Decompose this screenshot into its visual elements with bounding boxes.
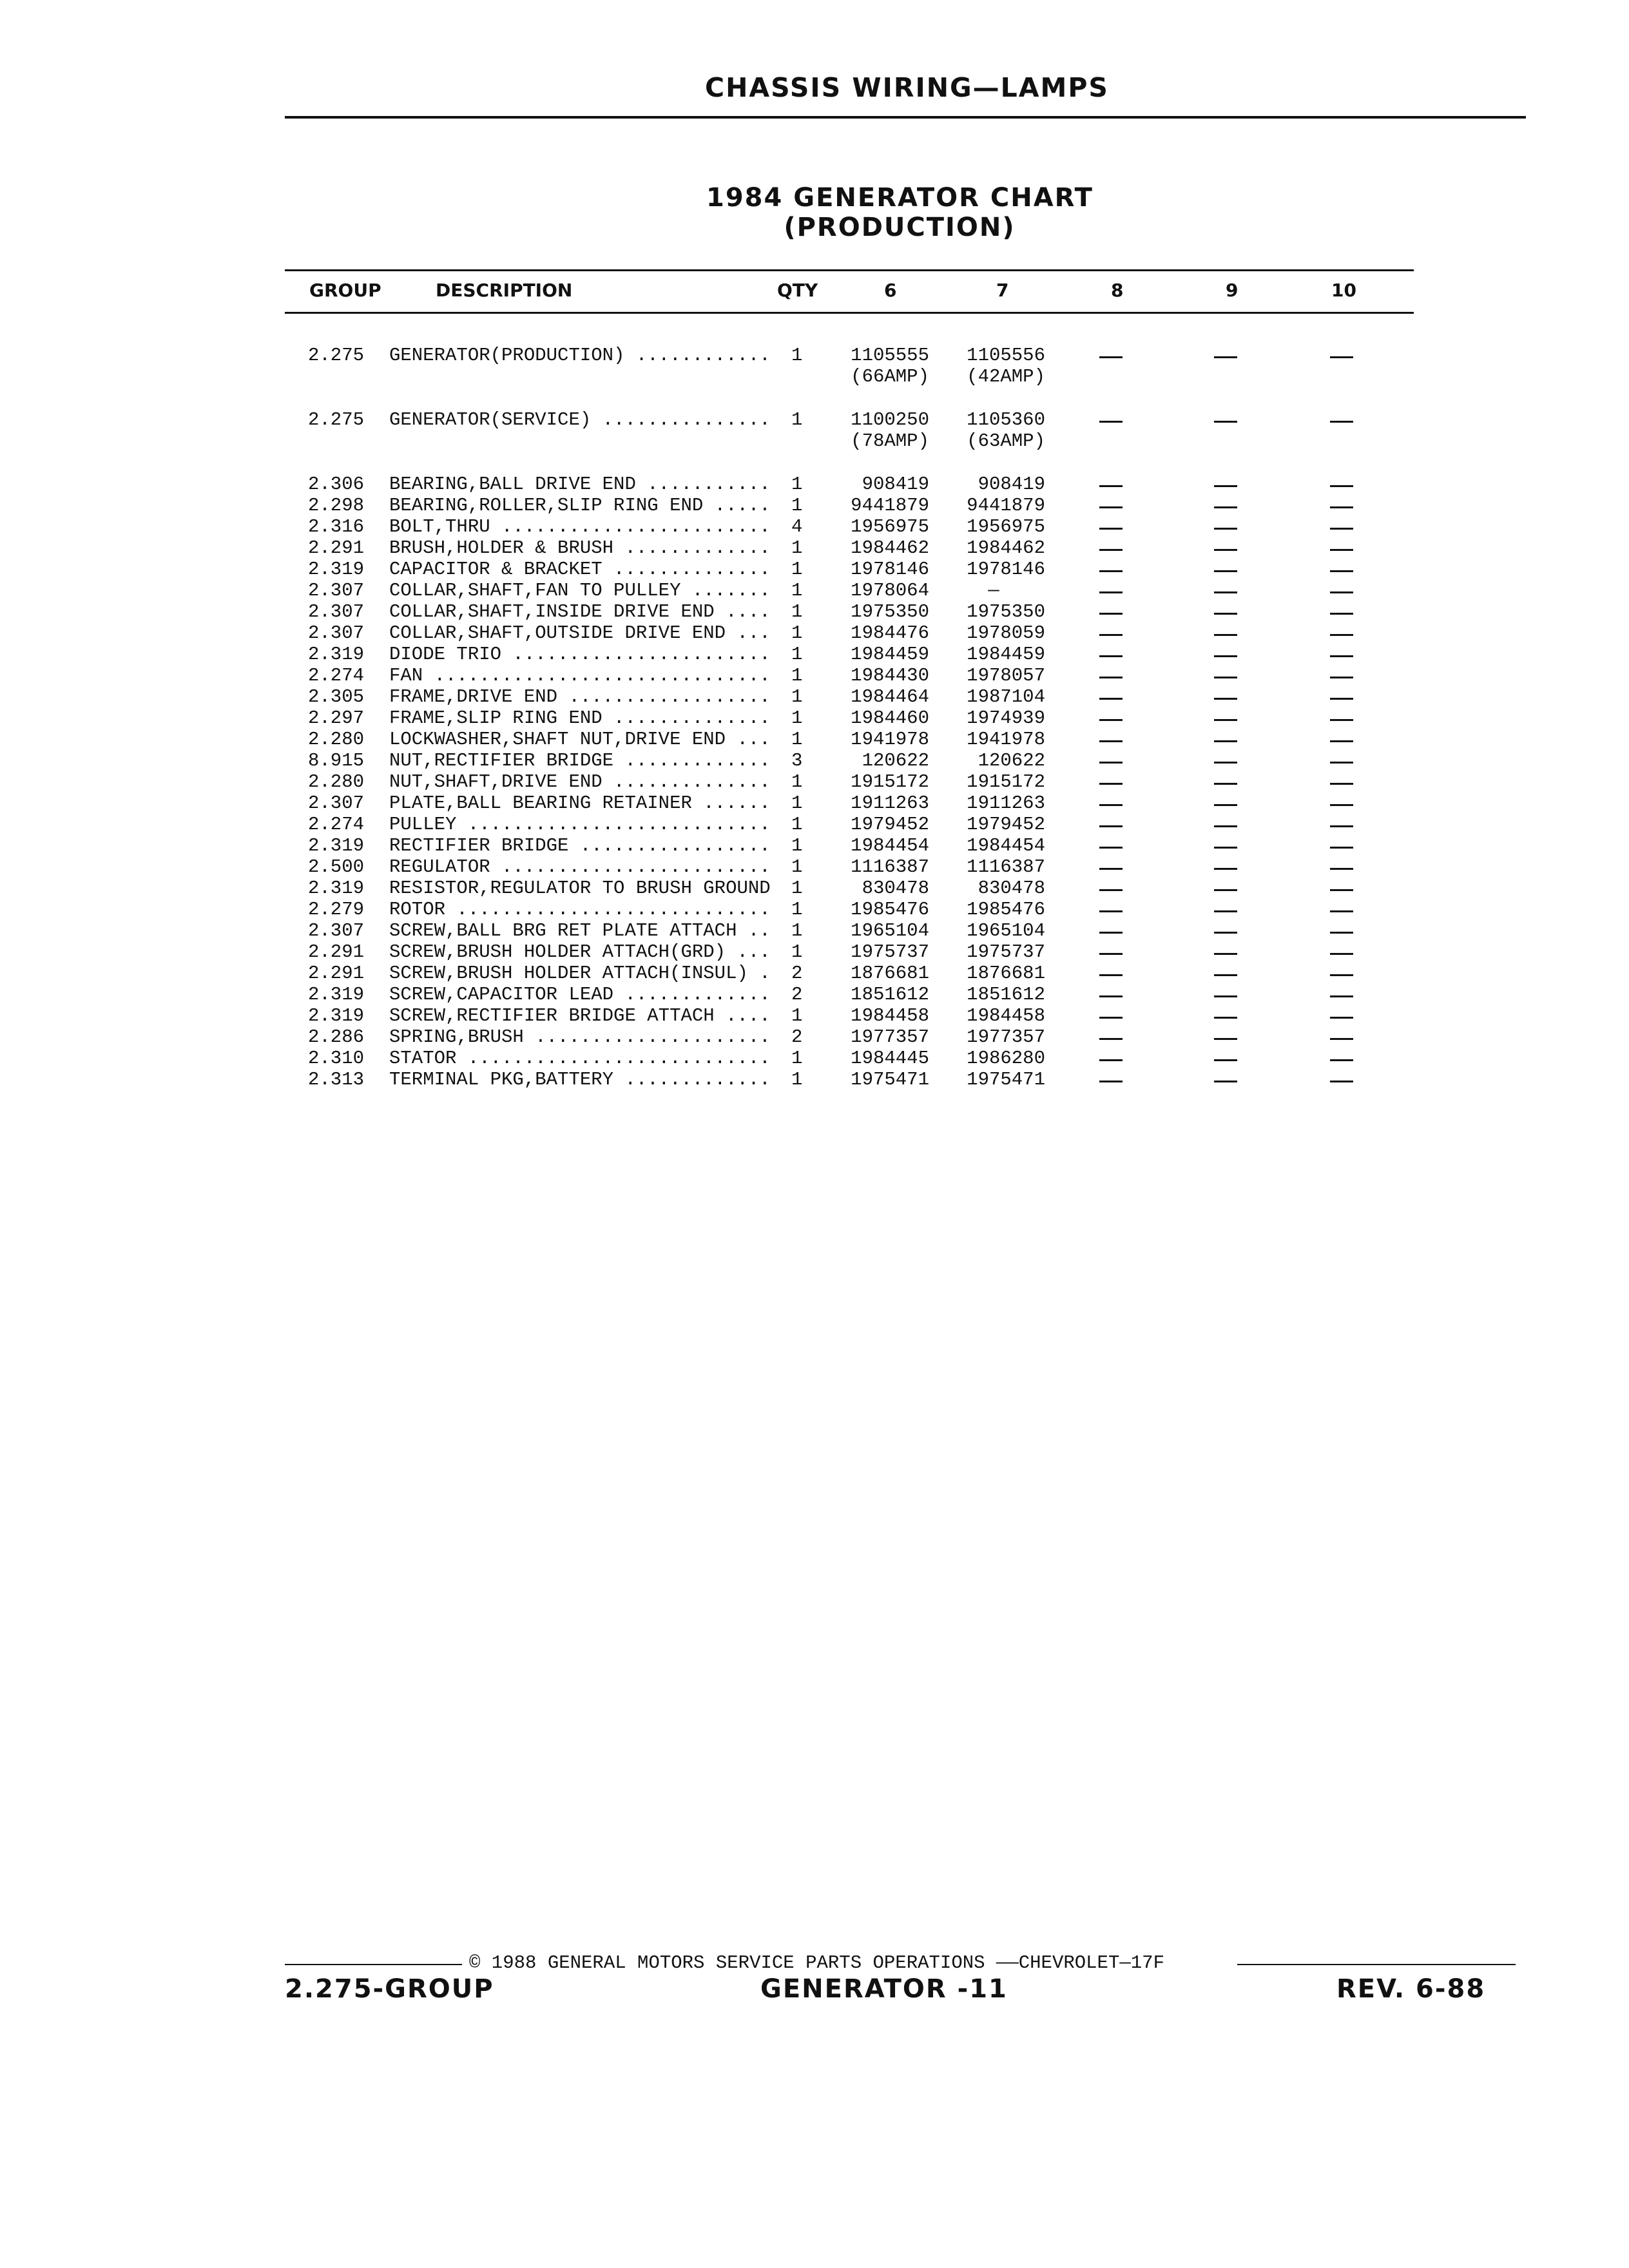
cell-col8-dash	[1099, 634, 1123, 636]
table-header-top-rule	[285, 269, 1414, 271]
cell-col8-dash	[1099, 932, 1123, 934]
cell-col6: 908419	[862, 474, 929, 495]
cell-qty: 1	[791, 1005, 803, 1026]
cell-col6: 1984462	[851, 537, 929, 559]
cell-col10-dash	[1330, 804, 1353, 806]
cell-col6: 1851612	[851, 984, 929, 1005]
cell-col10-dash	[1330, 783, 1353, 785]
cell-col10-dash	[1330, 356, 1353, 358]
cell-group: 2.313	[308, 1069, 365, 1090]
cell-col10-dash	[1330, 889, 1353, 891]
footer-rule-left	[285, 1964, 462, 1965]
cell-col6: 1978064	[851, 580, 929, 601]
table-header-bottom-rule	[285, 312, 1414, 314]
cell-group: 2.275	[308, 409, 365, 430]
cell-col7: 1851612	[967, 984, 1045, 1005]
cell-group: 2.291	[308, 941, 365, 963]
cell-col7: 1105360	[967, 409, 1045, 430]
cell-col9-dash	[1214, 570, 1237, 572]
cell-col8-dash	[1099, 868, 1123, 870]
cell-col9-dash	[1214, 783, 1237, 785]
cell-col7: 908419	[978, 474, 1045, 495]
cell-col7: 1956975	[967, 516, 1045, 537]
cell-col9-dash	[1214, 356, 1237, 358]
cell-col8-dash	[1099, 698, 1123, 700]
cell-col6: 1876681	[851, 963, 929, 984]
cell-group: 2.307	[308, 580, 365, 601]
cell-col7: 1979452	[967, 814, 1045, 835]
cell-col7: 1978057	[967, 665, 1045, 686]
cell-group: 2.500	[308, 856, 365, 878]
cell-col10-dash	[1330, 485, 1353, 487]
cell-col7: 1965104	[967, 920, 1045, 941]
column-header-7: 7	[996, 280, 1009, 301]
cell-col10-dash	[1330, 995, 1353, 997]
cell-col8-dash	[1099, 847, 1123, 849]
cell-col6: 1965104	[851, 920, 929, 941]
cell-col9-dash	[1214, 549, 1237, 551]
cell-group: 2.274	[308, 814, 365, 835]
cell-qty: 1	[791, 835, 803, 856]
cell-col8-dash	[1099, 570, 1123, 572]
cell-description: GENERATOR(PRODUCTION) ............	[389, 345, 771, 366]
cell-col10-dash	[1330, 591, 1353, 593]
cell-col7: 1116387	[967, 856, 1045, 878]
cell-qty: 1	[791, 409, 803, 430]
cell-group: 2.291	[308, 537, 365, 559]
cell-col9-dash	[1214, 634, 1237, 636]
cell-col6-note: (78AMP)	[851, 430, 929, 452]
cell-col6: 1975350	[851, 601, 929, 622]
cell-qty: 1	[791, 495, 803, 516]
cell-qty: 2	[791, 1026, 803, 1048]
cell-group: 2.291	[308, 963, 365, 984]
cell-col10-dash	[1330, 974, 1353, 976]
cell-group: 2.298	[308, 495, 365, 516]
cell-col8-dash	[1099, 1081, 1123, 1082]
cell-col7: 1941978	[967, 729, 1045, 750]
cell-col10-dash	[1330, 698, 1353, 700]
cell-col7: 9441879	[967, 495, 1045, 516]
cell-group: 2.275	[308, 345, 365, 366]
cell-col7-note: (42AMP)	[967, 366, 1045, 387]
cell-description: SCREW,RECTIFIER BRIDGE ATTACH ....	[389, 1005, 771, 1026]
cell-group: 2.319	[308, 984, 365, 1005]
cell-col9-dash	[1214, 932, 1237, 934]
cell-col8-dash	[1099, 974, 1123, 976]
cell-col10-dash	[1330, 1081, 1353, 1082]
cell-col7: 1975471	[967, 1069, 1045, 1090]
column-header-description: DESCRIPTION	[436, 280, 573, 301]
cell-description: BEARING,BALL DRIVE END ...........	[389, 474, 771, 495]
cell-col7: 1985476	[967, 899, 1045, 920]
footer-revision: REV. 6-88	[1336, 1974, 1486, 2004]
cell-group: 2.319	[308, 644, 365, 665]
cell-col9-dash	[1214, 995, 1237, 997]
cell-description: LOCKWASHER,SHAFT NUT,DRIVE END ...	[389, 729, 771, 750]
cell-col6: 1979452	[851, 814, 929, 835]
cell-description: SCREW,CAPACITOR LEAD .............	[389, 984, 771, 1005]
section-title: CHASSIS WIRING—LAMPS	[705, 72, 1109, 103]
cell-col6: 1941978	[851, 729, 929, 750]
top-rule	[285, 116, 1526, 119]
cell-description: BRUSH,HOLDER & BRUSH .............	[389, 537, 771, 559]
cell-col10-dash	[1330, 549, 1353, 551]
cell-col10-dash	[1330, 953, 1353, 955]
cell-col6: 1977357	[851, 1026, 929, 1048]
cell-col7: 1915172	[967, 771, 1045, 793]
cell-col6: 120622	[862, 750, 929, 771]
footer-group-label: 2.275-GROUP	[285, 1974, 494, 2004]
cell-col8-dash	[1099, 762, 1123, 764]
cell-col10-dash	[1330, 528, 1353, 530]
cell-col10-dash	[1330, 1059, 1353, 1061]
cell-col8-dash	[1099, 485, 1123, 487]
cell-col9-dash	[1214, 974, 1237, 976]
cell-qty: 1	[791, 920, 803, 941]
cell-col8-dash	[1099, 655, 1123, 657]
cell-group: 2.279	[308, 899, 365, 920]
cell-col8-dash	[1099, 995, 1123, 997]
cell-group: 2.307	[308, 793, 365, 814]
cell-qty: 1	[791, 729, 803, 750]
cell-qty: 1	[791, 814, 803, 835]
cell-description: RESISTOR,REGULATOR TO BRUSH GROUND	[389, 878, 771, 899]
cell-col9-dash	[1214, 868, 1237, 870]
cell-col8-dash	[1099, 677, 1123, 678]
cell-col10-dash	[1330, 868, 1353, 870]
cell-qty: 2	[791, 963, 803, 984]
cell-col7: 1975737	[967, 941, 1045, 963]
cell-col9-dash	[1214, 889, 1237, 891]
cell-col8-dash	[1099, 719, 1123, 721]
cell-col6: 1984464	[851, 686, 929, 707]
cell-col8-dash	[1099, 889, 1123, 891]
cell-col9-dash	[1214, 804, 1237, 806]
cell-qty: 1	[791, 941, 803, 963]
column-header-qty: QTY	[777, 280, 818, 301]
cell-col10-dash	[1330, 762, 1353, 764]
cell-qty: 1	[791, 771, 803, 793]
cell-col8-dash	[1099, 825, 1123, 827]
cell-col9-dash	[1214, 677, 1237, 678]
cell-col7: 1984454	[967, 835, 1045, 856]
cell-col8-dash	[1099, 591, 1123, 593]
cell-col6: 1984445	[851, 1048, 929, 1069]
column-header-10: 10	[1331, 280, 1356, 301]
cell-group: 2.306	[308, 474, 365, 495]
cell-description: GENERATOR(SERVICE) ...............	[389, 409, 771, 430]
cell-col10-dash	[1330, 506, 1353, 508]
cell-qty: 4	[791, 516, 803, 537]
cell-col8-dash	[1099, 1038, 1123, 1040]
cell-col9-dash	[1214, 655, 1237, 657]
cell-col8-dash	[1099, 740, 1123, 742]
cell-description: PLATE,BALL BEARING RETAINER ......	[389, 793, 771, 814]
cell-col7: 1974939	[967, 707, 1045, 729]
cell-col10-dash	[1330, 1017, 1353, 1019]
cell-col9-dash	[1214, 528, 1237, 530]
cell-col6: 1984459	[851, 644, 929, 665]
cell-group: 2.286	[308, 1026, 365, 1048]
cell-col10-dash	[1330, 847, 1353, 849]
cell-col8-dash	[1099, 783, 1123, 785]
cell-qty: 1	[791, 878, 803, 899]
column-header-9: 9	[1226, 280, 1239, 301]
cell-col8-dash	[1099, 1059, 1123, 1061]
cell-col7: 1987104	[967, 686, 1045, 707]
cell-col9-dash	[1214, 953, 1237, 955]
cell-qty: 1	[791, 899, 803, 920]
cell-col6: 1975737	[851, 941, 929, 963]
cell-col7: 1876681	[967, 963, 1045, 984]
cell-col6: 1984458	[851, 1005, 929, 1026]
cell-description: CAPACITOR & BRACKET ..............	[389, 559, 771, 580]
cell-group: 2.316	[308, 516, 365, 537]
cell-col10-dash	[1330, 1038, 1353, 1040]
cell-col10-dash	[1330, 421, 1353, 423]
cell-group: 2.305	[308, 686, 365, 707]
cell-col9-dash	[1214, 421, 1237, 423]
cell-col9-dash	[1214, 698, 1237, 700]
cell-description: BOLT,THRU ........................	[389, 516, 771, 537]
cell-qty: 1	[791, 601, 803, 622]
cell-qty: 1	[791, 644, 803, 665]
column-header-group: GROUP	[309, 280, 381, 301]
cell-col7: 830478	[978, 878, 1045, 899]
cell-col6: 1984454	[851, 835, 929, 856]
cell-col6: 1978146	[851, 559, 929, 580]
cell-qty: 1	[791, 345, 803, 366]
cell-description: COLLAR,SHAFT,INSIDE DRIVE END ....	[389, 601, 771, 622]
cell-col9-dash	[1214, 613, 1237, 615]
cell-col10-dash	[1330, 932, 1353, 934]
cell-description: BEARING,ROLLER,SLIP RING END .....	[389, 495, 771, 516]
cell-col8-dash	[1099, 421, 1123, 423]
cell-col8-dash	[1099, 528, 1123, 530]
cell-col6: 1984460	[851, 707, 929, 729]
cell-col9-dash	[1214, 1081, 1237, 1082]
cell-col9-dash	[1214, 1059, 1237, 1061]
cell-description: REGULATOR ........................	[389, 856, 771, 878]
cell-qty: 1	[791, 580, 803, 601]
cell-col7: 1978059	[967, 622, 1045, 644]
cell-description: SPRING,BRUSH .....................	[389, 1026, 771, 1048]
cell-description: NUT,SHAFT,DRIVE END ..............	[389, 771, 771, 793]
cell-col9-dash	[1214, 740, 1237, 742]
cell-description: PULLEY ...........................	[389, 814, 771, 835]
cell-description: COLLAR,SHAFT,OUTSIDE DRIVE END ...	[389, 622, 771, 644]
cell-group: 2.280	[308, 729, 365, 750]
cell-group: 2.307	[308, 601, 365, 622]
cell-col6: 1956975	[851, 516, 929, 537]
cell-col10-dash	[1330, 613, 1353, 615]
cell-col7: 1984458	[967, 1005, 1045, 1026]
cell-col9-dash	[1214, 847, 1237, 849]
cell-description: NUT,RECTIFIER BRIDGE .............	[389, 750, 771, 771]
cell-col10-dash	[1330, 719, 1353, 721]
cell-col6: 1116387	[851, 856, 929, 878]
cell-col6: 9441879	[851, 495, 929, 516]
cell-col9-dash	[1214, 1017, 1237, 1019]
cell-description: COLLAR,SHAFT,FAN TO PULLEY .......	[389, 580, 771, 601]
cell-col9-dash	[1214, 825, 1237, 827]
cell-col7: 1977357	[967, 1026, 1045, 1048]
cell-group: 2.319	[308, 878, 365, 899]
cell-qty: 2	[791, 984, 803, 1005]
cell-col7-note: (63AMP)	[967, 430, 1045, 452]
cell-col6: 1975471	[851, 1069, 929, 1090]
cell-description: SCREW,BALL BRG RET PLATE ATTACH ..	[389, 920, 771, 941]
cell-qty: 1	[791, 474, 803, 495]
cell-col8-dash	[1099, 356, 1123, 358]
cell-col6: 1984430	[851, 665, 929, 686]
cell-col7: 1105556	[967, 345, 1045, 366]
cell-col10-dash	[1330, 570, 1353, 572]
column-header-8: 8	[1111, 280, 1124, 301]
cell-col7: —	[988, 580, 999, 601]
cell-col6: 1915172	[851, 771, 929, 793]
cell-col10-dash	[1330, 740, 1353, 742]
cell-col8-dash	[1099, 506, 1123, 508]
cell-col8-dash	[1099, 804, 1123, 806]
cell-col6: 1911263	[851, 793, 929, 814]
cell-col6: 1100250	[851, 409, 929, 430]
cell-col10-dash	[1330, 634, 1353, 636]
cell-col10-dash	[1330, 825, 1353, 827]
cell-qty: 1	[791, 856, 803, 878]
cell-description: STATOR ...........................	[389, 1048, 771, 1069]
cell-col6: 1984476	[851, 622, 929, 644]
cell-group: 2.307	[308, 622, 365, 644]
cell-col7: 1984462	[967, 537, 1045, 559]
cell-col8-dash	[1099, 1017, 1123, 1019]
cell-col6-note: (66AMP)	[851, 366, 929, 387]
cell-description: ROTOR ............................	[389, 899, 771, 920]
chart-title-line2: (PRODUCTION)	[784, 213, 1016, 242]
cell-col7: 1986280	[967, 1048, 1045, 1069]
cell-col9-dash	[1214, 1038, 1237, 1040]
footer-copyright-line: © 1988 GENERAL MOTORS SERVICE PARTS OPERATIONS ——CHEVROLET—17F	[469, 1952, 1164, 1974]
cell-description: RECTIFIER BRIDGE .................	[389, 835, 771, 856]
cell-qty: 1	[791, 537, 803, 559]
cell-col6: 1985476	[851, 899, 929, 920]
cell-col7: 1975350	[967, 601, 1045, 622]
cell-description: FRAME,DRIVE END ..................	[389, 686, 771, 707]
cell-group: 2.307	[308, 920, 365, 941]
column-header-6: 6	[884, 280, 897, 301]
cell-group: 2.280	[308, 771, 365, 793]
cell-col6: 830478	[862, 878, 929, 899]
cell-col10-dash	[1330, 655, 1353, 657]
cell-group: 8.915	[308, 750, 365, 771]
cell-col10-dash	[1330, 910, 1353, 912]
cell-col8-dash	[1099, 910, 1123, 912]
cell-col10-dash	[1330, 677, 1353, 678]
cell-description: TERMINAL PKG,BATTERY .............	[389, 1069, 771, 1090]
cell-qty: 1	[791, 665, 803, 686]
cell-col9-dash	[1214, 485, 1237, 487]
cell-col7: 1978146	[967, 559, 1045, 580]
cell-col6: 1105555	[851, 345, 929, 366]
cell-col8-dash	[1099, 953, 1123, 955]
cell-group: 2.319	[308, 559, 365, 580]
cell-qty: 1	[791, 559, 803, 580]
cell-col8-dash	[1099, 613, 1123, 615]
cell-description: DIODE TRIO .......................	[389, 644, 771, 665]
cell-description: SCREW,BRUSH HOLDER ATTACH(GRD) ...	[389, 941, 771, 963]
cell-group: 2.274	[308, 665, 365, 686]
footer-rule-right	[1237, 1964, 1516, 1965]
cell-group: 2.319	[308, 1005, 365, 1026]
cell-qty: 3	[791, 750, 803, 771]
cell-group: 2.319	[308, 835, 365, 856]
cell-group: 2.310	[308, 1048, 365, 1069]
cell-qty: 1	[791, 686, 803, 707]
chart-title-line1: 1984 GENERATOR CHART	[706, 183, 1094, 213]
cell-col9-dash	[1214, 910, 1237, 912]
cell-col7: 1911263	[967, 793, 1045, 814]
cell-qty: 1	[791, 1069, 803, 1090]
cell-qty: 1	[791, 622, 803, 644]
cell-group: 2.297	[308, 707, 365, 729]
cell-col7: 120622	[978, 750, 1045, 771]
cell-col7: 1984459	[967, 644, 1045, 665]
cell-col8-dash	[1099, 549, 1123, 551]
cell-qty: 1	[791, 707, 803, 729]
cell-qty: 1	[791, 1048, 803, 1069]
cell-description: FAN ..............................	[389, 665, 771, 686]
chart-title	[706, 183, 1093, 242]
cell-description: SCREW,BRUSH HOLDER ATTACH(INSUL) .	[389, 963, 771, 984]
footer-page-label: GENERATOR -11	[760, 1974, 1008, 2004]
cell-qty: 1	[791, 793, 803, 814]
cell-col9-dash	[1214, 591, 1237, 593]
cell-description: FRAME,SLIP RING END ..............	[389, 707, 771, 729]
cell-col9-dash	[1214, 719, 1237, 721]
cell-col9-dash	[1214, 506, 1237, 508]
cell-col9-dash	[1214, 762, 1237, 764]
